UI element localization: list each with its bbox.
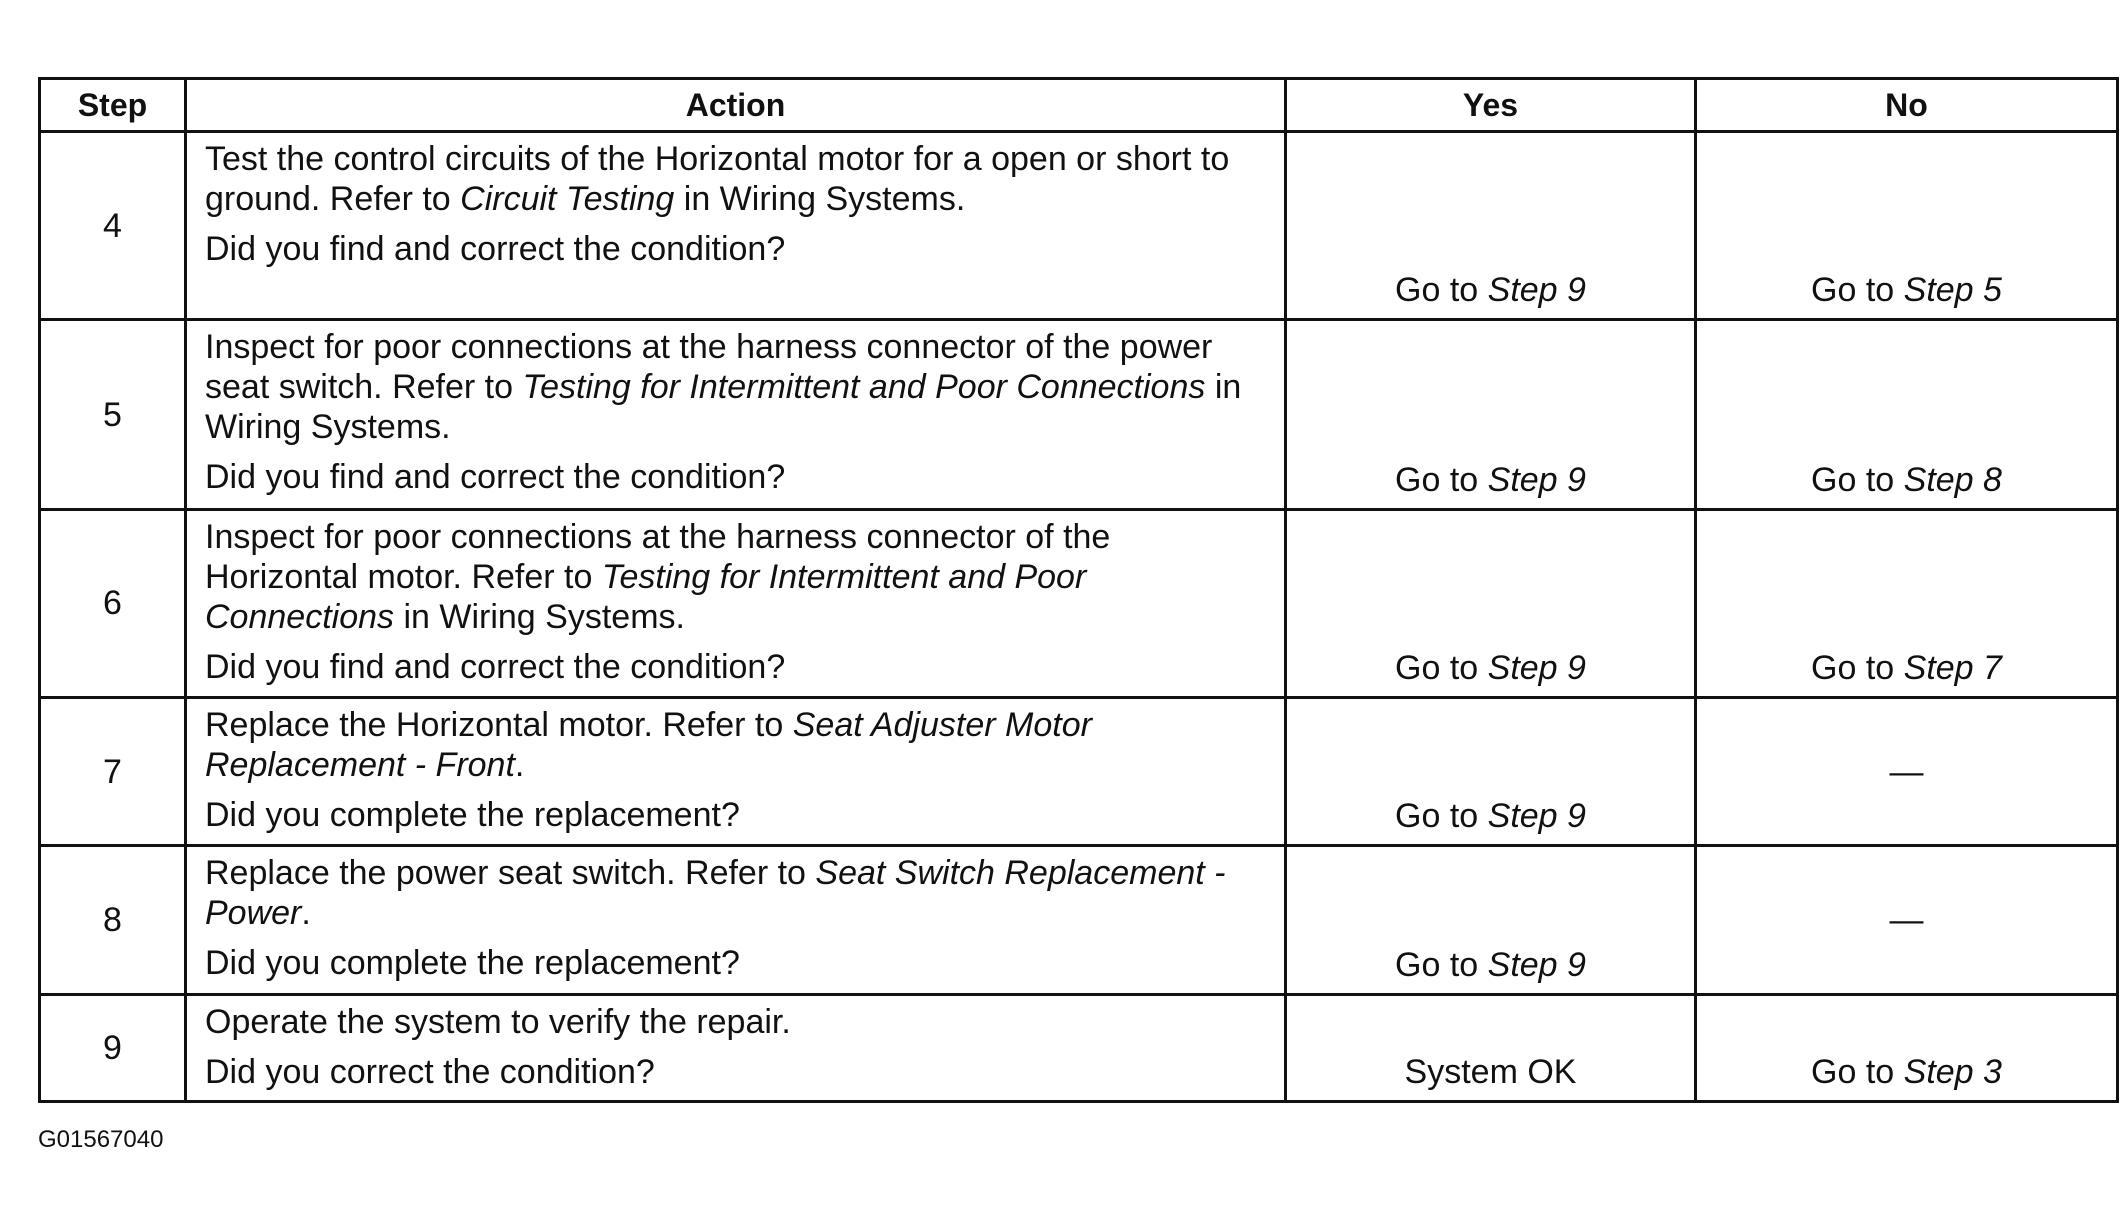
action-question: Did you find and correct the condition? xyxy=(205,647,786,686)
action-cell xyxy=(186,320,1286,509)
action-cell xyxy=(186,846,1286,994)
no-cell: Go to Step 8 xyxy=(1696,320,2118,509)
table-row xyxy=(40,132,2118,320)
yes-cell: System OK xyxy=(1286,994,1696,1101)
step-number: 8 xyxy=(40,846,186,994)
step-number: 5 xyxy=(40,320,186,509)
table-row xyxy=(40,509,2118,697)
table-row xyxy=(40,698,2118,846)
action-cell xyxy=(186,132,1286,320)
yes-cell: Go to Step 9 xyxy=(1286,132,1696,320)
header-yes: Yes xyxy=(1286,79,1696,132)
figure-id: G01567040 xyxy=(38,1126,164,1153)
diagnostic-table xyxy=(38,77,2119,1103)
action-instruction: Test the control circuits of the Horizontal motor for a open or short to ground. Refer to Circuit Testing in Wiring Systems. xyxy=(205,140,1230,218)
table-header-row xyxy=(40,79,2118,132)
yes-step-ref: Step 9 xyxy=(1487,649,1586,688)
yes-step-ref: Step 9 xyxy=(1487,271,1586,310)
action-instruction: Operate the system to verify the repair. xyxy=(205,1002,791,1041)
no-cell-dash: — xyxy=(1696,698,2118,846)
action-instruction: Replace the Horizontal motor. Refer to Seat Adjuster Motor Replacement - Front. xyxy=(205,706,1092,785)
step-number: 9 xyxy=(40,994,186,1101)
no-cell: Go to Step 7 xyxy=(1696,509,2118,697)
yes-cell: Go to Step 9 xyxy=(1286,698,1696,846)
action-question: Did you find and correct the condition? xyxy=(205,458,786,497)
reference-link: Testing for Intermittent and Poor Connections xyxy=(205,557,1087,636)
step-number: 4 xyxy=(40,132,186,320)
step-number: 6 xyxy=(40,509,186,697)
action-cell xyxy=(186,698,1286,846)
no-cell-dash: — xyxy=(1696,846,2118,994)
action-instruction: Replace the power seat switch. Refer to Seat Switch Replacement - Power. xyxy=(205,854,1226,933)
table-row xyxy=(40,320,2118,509)
yes-step-ref: Step 9 xyxy=(1487,460,1586,499)
yes-step-ref: Step 9 xyxy=(1487,797,1586,836)
action-question: Did you complete the replacement? xyxy=(205,796,740,835)
yes-cell: Go to Step 9 xyxy=(1286,509,1696,697)
no-step-ref: Step 5 xyxy=(1903,271,2002,310)
reference-link: Testing for Intermittent and Poor Connections xyxy=(522,368,1206,407)
no-cell: Go to Step 3 xyxy=(1696,994,2118,1101)
action-question: Did you find and correct the condition? xyxy=(205,230,786,268)
action-cell xyxy=(186,994,1286,1101)
header-no: No xyxy=(1696,79,2118,132)
no-step-ref: Step 3 xyxy=(1903,1053,2002,1091)
yes-step-ref: Step 9 xyxy=(1487,945,1586,984)
no-step-ref: Step 7 xyxy=(1903,649,2002,688)
header-action: Action xyxy=(186,79,1286,132)
table-row xyxy=(40,846,2118,994)
step-number: 7 xyxy=(40,698,186,846)
no-step-ref: Step 8 xyxy=(1903,460,2002,499)
table-row xyxy=(40,994,2118,1101)
reference-link: Seat Adjuster Motor Replacement - Front xyxy=(205,706,1092,785)
action-question: Did you correct the condition? xyxy=(205,1052,655,1091)
no-cell: Go to Step 5 xyxy=(1696,132,2118,320)
reference-link: Circuit Testing xyxy=(460,180,675,218)
action-cell xyxy=(186,509,1286,697)
yes-cell: Go to Step 9 xyxy=(1286,846,1696,994)
reference-link: Seat Switch Replacement - Power xyxy=(205,854,1226,933)
action-instruction: Inspect for poor connections at the harness connector of the Horizontal motor. Refer to Testing for Intermittent and Poor Connections in Wiring Systems. xyxy=(205,517,1111,636)
header-step: Step xyxy=(40,79,186,132)
yes-cell: Go to Step 9 xyxy=(1286,320,1696,509)
action-question: Did you complete the replacement? xyxy=(205,944,740,983)
action-instruction: Inspect for poor connections at the harness connector of the power seat switch. Refer to Testing for Intermittent and Poor Connections in Wiring Systems. xyxy=(205,328,1242,447)
